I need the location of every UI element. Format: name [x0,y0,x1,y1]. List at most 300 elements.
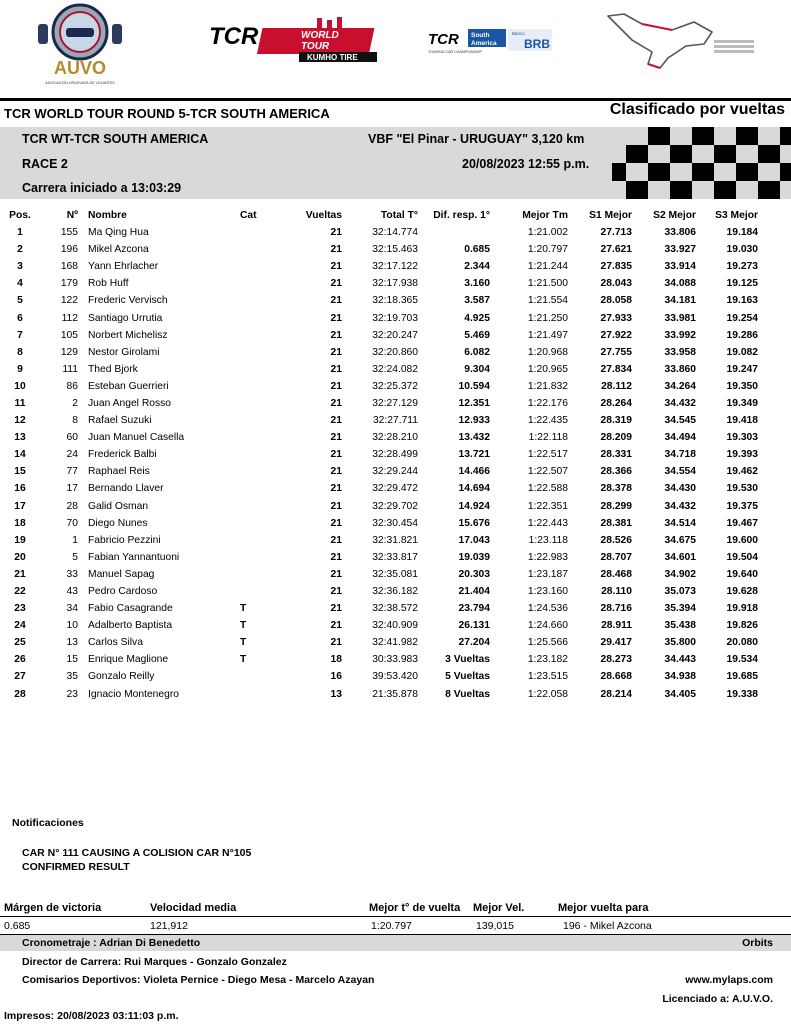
cell-gap: 6.082 [464,346,490,358]
cell-s3: 19.303 [726,432,758,444]
cell-name: Fabio Casagrande [88,603,173,615]
cell-cat [238,549,280,566]
col-header-gap: Dif. resp. 1° [433,210,490,221]
cell-total: 32:17.122 [372,261,418,273]
cell-laps: 21 [330,329,342,341]
licensed-to: Licenciado a: A.U.V.O. [662,993,773,1005]
cell-pos: 16 [14,483,26,495]
cell-s2: 35.438 [664,620,696,632]
cell-s1: 27.922 [600,329,632,341]
cell-pos: 25 [14,637,26,649]
cell-total: 32:33.817 [372,551,418,563]
tcr-world-tour-logo [205,16,385,64]
cell-name: Norbert Michelisz [88,329,168,341]
cell-name: Ma Qing Hua [88,227,149,239]
cell-cat: T [240,637,247,649]
table-row [0,327,760,344]
cell-total: 32:19.703 [372,312,418,324]
cell-laps: 21 [330,227,342,239]
cell-number: 70 [66,517,78,529]
cell-best-lap: 1:24.536 [527,603,568,615]
cell-s1: 29.417 [600,637,632,649]
cell-gap: 3 Vueltas [445,654,490,666]
cell-gap: 9.304 [464,363,490,375]
cell-best-lap: 1:22.983 [527,551,568,563]
table-row [0,651,760,668]
sort-title: Clasificado por vueltas [609,101,785,118]
america-logo-text: America [471,40,497,47]
cell-name: Mikel Azcona [88,244,149,256]
cell-pos: 2 [17,244,23,256]
cell-total: 32:31.821 [372,534,418,546]
table-row [0,446,760,463]
cell-number: 28 [66,500,78,512]
cell-name: Fabricio Pezzini [88,534,161,546]
cell-name: Thed Bjork [88,363,138,375]
tcr-logo-text: TCR [209,23,259,50]
notification-line: CONFIRMED RESULT [22,861,130,873]
cell-s3: 19.247 [726,363,758,375]
cell-gap: 3.160 [464,278,490,290]
table-row [0,309,760,326]
cell-pos: 24 [14,620,26,632]
cell-cat: T [240,603,247,615]
cell-s1: 28.214 [600,688,632,700]
cell-number: 8 [72,415,78,427]
cell-number: 1 [72,534,78,546]
cell-cat: T [240,620,247,632]
cell-gap: 10.594 [458,380,490,392]
cell-s3: 19.125 [726,278,758,290]
cell-s2: 34.181 [664,295,696,307]
cell-name: Juan Angel Rosso [88,397,172,409]
cell-s2: 33.992 [664,329,696,341]
cell-total: 21:35.878 [372,688,418,700]
cell-name: Rafael Suzuki [88,415,152,427]
cell-best-lap: 1:22.443 [527,517,568,529]
cell-cat [238,583,280,600]
website-link[interactable]: www.mylaps.com [685,974,773,986]
cell-s2: 34.554 [664,466,696,478]
cell-laps: 21 [330,415,342,427]
cell-name: Carlos Silva [88,637,143,649]
cell-laps: 21 [330,363,342,375]
cell-number: 34 [66,603,78,615]
cell-s2: 33.914 [664,261,696,273]
cell-best-lap: 1:23.182 [527,654,568,666]
cell-laps: 21 [330,466,342,478]
cell-s1: 28.911 [601,620,632,632]
cell-s2: 34.432 [664,397,696,409]
cell-cat [238,224,280,241]
cell-number: 155 [60,227,78,239]
cell-s1: 28.366 [600,466,632,478]
cell-laps: 21 [330,397,342,409]
cell-pos: 10 [14,380,26,392]
cell-laps: 21 [330,432,342,444]
cell-number: 15 [66,654,78,666]
auvo-logo-text: AUVO [53,58,107,78]
cell-total: 32:29.244 [372,466,418,478]
cell-s1: 28.716 [600,603,632,615]
cell-name: Pedro Cardoso [88,586,158,598]
cell-pos: 8 [17,346,23,358]
tcr-sa-logo-text: TCR [428,31,459,48]
cell-s3: 19.467 [726,517,758,529]
cell-s3: 19.163 [726,295,758,307]
cell-number: 111 [62,363,78,375]
cell-s2: 34.601 [664,551,696,563]
cell-pos: 1 [17,227,23,239]
cell-s2: 33.806 [664,227,696,239]
cell-number: 179 [60,278,78,290]
col-header-s1: S1 Mejor [589,210,632,221]
cell-gap: 14.694 [458,483,490,495]
table-row [0,668,760,685]
cell-name: Santiago Urrutia [88,312,163,324]
race-director: Director de Carrera: Rui Marques - Gonzalo Gonzalez [22,956,287,968]
cell-total: 32:38.572 [372,603,418,615]
cell-pos: 17 [14,500,26,512]
south-logo-text: South [471,32,490,39]
cell-s2: 35.073 [664,586,696,598]
cell-s2: 35.394 [664,603,696,615]
kumho-logo-text: KUMHO TIRE [307,53,358,62]
cell-laps: 21 [330,483,342,495]
cell-total: 32:41.982 [372,637,418,649]
cell-gap: 13.432 [458,432,490,444]
cell-s3: 19.286 [726,329,758,341]
col-header-s2: S2 Mejor [653,210,696,221]
cell-gap: 19.039 [458,551,490,563]
orbits-label: Orbits [742,937,773,949]
cell-gap: 4.925 [464,312,490,324]
table-row [0,344,760,361]
cell-laps: 21 [330,380,342,392]
cell-best-lap: 1:23.515 [527,671,568,683]
cell-name: Juan Manuel Casella [88,432,185,444]
col-header-s3: S3 Mejor [715,210,758,221]
cell-best-lap: 1:22.507 [527,466,568,478]
cell-best-lap: 1:21.554 [527,295,568,307]
cell-s1: 27.933 [600,312,632,324]
cell-total: 32:15.463 [372,244,418,256]
cell-s3: 19.530 [726,483,758,495]
cell-best-lap: 1:22.588 [527,483,568,495]
cell-cat [238,532,280,549]
cell-best-lap: 1:24.660 [527,620,568,632]
tour-logo-text: TOUR [301,41,330,52]
cell-total: 32:30.454 [372,517,418,529]
cell-s1: 28.668 [600,671,632,683]
cell-pos: 5 [17,295,23,307]
cell-number: 168 [60,261,78,273]
cell-laps: 21 [330,244,342,256]
cell-name: Esteban Guerrieri [88,380,169,392]
cell-total: 32:20.860 [372,346,418,358]
cell-best-lap: 1:25.566 [527,637,568,649]
col-header-laps: Vueltas [305,210,342,221]
cell-laps: 21 [330,551,342,563]
cell-name: Fabian Yannantuoni [88,551,180,563]
cell-pos: 19 [14,534,26,546]
cell-total: 32:18.365 [372,295,418,307]
cell-best-lap: 1:22.351 [527,500,568,512]
cell-total: 32:27.711 [372,415,418,427]
cell-s2: 34.264 [664,380,696,392]
col-header-best-lap: Mejor Tm [522,210,568,221]
cell-s2: 34.514 [664,517,696,529]
cell-s3: 19.082 [726,346,758,358]
cell-s3: 19.826 [726,620,758,632]
cell-number: 10 [66,620,78,632]
cell-cat [238,258,280,275]
cell-pos: 27 [14,671,26,683]
cell-total: 30:33.983 [372,654,418,666]
cell-s3: 19.600 [726,534,758,546]
race-name: RACE 2 [22,157,68,171]
table-row [0,566,760,583]
notification-line: CAR N° 111 CAUSING A COLISION CAR N°105 [22,847,252,859]
cell-pos: 11 [14,397,26,409]
cell-s1: 28.058 [600,295,632,307]
cell-best-lap: 1:22.435 [527,415,568,427]
cell-laps: 21 [330,620,342,632]
avg-speed-label: Velocidad media [150,902,237,914]
cell-laps: 21 [330,346,342,358]
cell-best-lap: 1:20.797 [527,244,568,256]
cell-s1: 28.273 [600,654,632,666]
cell-cat [238,361,280,378]
cell-s3: 19.184 [726,227,758,239]
cell-cat [238,327,280,344]
cell-total: 32:28.499 [372,449,418,461]
cell-s3: 19.273 [726,261,758,273]
table-row [0,275,760,292]
cell-cat [238,344,280,361]
cell-total: 32:25.372 [372,380,418,392]
cell-laps: 21 [330,500,342,512]
cell-s2: 33.958 [664,346,696,358]
cell-best-lap: 1:23.160 [527,586,568,598]
cell-s1: 28.264 [600,397,632,409]
cell-gap: 14.466 [458,466,490,478]
cell-gap: 0.685 [464,244,490,256]
cell-s2: 34.443 [664,654,696,666]
cell-pos: 23 [14,603,26,615]
table-row [0,429,760,446]
cell-s1: 28.468 [600,568,632,580]
cell-name: Yann Ehrlacher [88,261,159,273]
cell-pos: 14 [14,449,26,461]
cell-pos: 22 [14,586,26,598]
cell-s3: 19.640 [726,568,758,580]
table-row [0,378,760,395]
cell-laps: 21 [330,637,342,649]
cell-s3: 19.918 [726,603,758,615]
cell-number: 129 [60,346,78,358]
cell-number: 77 [66,466,78,478]
cell-laps: 21 [330,586,342,598]
race-start-time: Carrera iniciado a 13:03:29 [22,181,182,195]
cell-laps: 21 [330,312,342,324]
cell-s3: 20.080 [726,637,758,649]
cell-laps: 21 [330,261,342,273]
cell-total: 32:36.182 [372,586,418,598]
cell-number: 105 [60,329,78,341]
cell-name: Bernando Llaver [88,483,164,495]
cell-gap: 14.924 [458,500,490,512]
cell-laps: 21 [330,278,342,290]
table-row [0,686,760,703]
table-row [0,583,760,600]
cell-best-lap: 1:23.187 [527,568,568,580]
cell-laps: 18 [330,654,342,666]
margin-label: Márgen de victoria [4,902,102,914]
best-lap-label: Mejor t° de vuelta [369,902,461,914]
cell-gap: 5.469 [464,329,490,341]
cell-gap: 5 Vueltas [445,671,490,683]
cell-gap: 2.344 [464,261,490,273]
cell-pos: 6 [17,312,23,324]
auvo-logo-subtext: ASOCIACIÓN URUGUAYA DE VOLANTES [45,81,115,85]
cell-pos: 3 [17,261,23,273]
cell-gap: 21.404 [458,586,490,598]
cell-s1: 28.707 [600,551,632,563]
checkered-flag-icon [612,127,791,199]
cell-cat [238,463,280,480]
cell-total: 32:20.247 [372,329,418,341]
cell-best-lap: 1:21.002 [527,227,568,239]
cell-name: Frederic Vervisch [88,295,168,307]
cell-s1: 28.043 [600,278,632,290]
venue: VBF "El Pinar - URUGUAY" 3,120 km [368,132,585,146]
cell-number: 86 [66,380,78,392]
tcr-south-america-logo [428,26,556,56]
event-title: TCR WORLD TOUR ROUND 5-TCR SOUTH AMERICA [4,106,330,121]
cell-cat [238,446,280,463]
cell-pos: 12 [14,415,26,427]
cell-s2: 34.405 [664,688,696,700]
cell-cat [238,241,280,258]
notifications-title: Notificaciones [12,817,84,829]
cell-number: 5 [72,551,78,563]
cell-number: 17 [66,483,78,495]
cell-s2: 33.927 [664,244,696,256]
best-speed-label: Mejor Vel. [473,902,525,914]
table-row [0,258,760,275]
cell-s1: 28.381 [600,517,632,529]
stewards: Comisarios Deportivos: Violeta Pernice - Diego Mesa - Marcelo Azayan [22,974,375,986]
margin-value: 0.685 [4,920,31,932]
cell-pos: 28 [14,688,26,700]
cell-laps: 21 [330,517,342,529]
col-header-number: Nº [66,210,78,221]
cell-pos: 21 [14,568,26,580]
cell-number: 60 [66,432,78,444]
cell-s3: 19.393 [726,449,758,461]
cell-best-lap: 1:22.058 [527,688,568,700]
cell-gap: 12.351 [458,397,490,409]
cell-number: 23 [66,688,78,700]
cell-name: Frederick Balbi [88,449,157,461]
brb-logo-text: BRB [524,37,550,51]
cell-s3: 19.254 [726,312,758,324]
cell-name: Ignacio Montenegro [88,688,180,700]
table-row [0,224,760,241]
cell-gap: 26.131 [458,620,490,632]
cell-best-lap: 1:23.118 [528,534,568,546]
table-row [0,395,760,412]
table-row [0,600,760,617]
cell-gap: 23.794 [458,603,490,615]
table-row [0,532,760,549]
cell-best-lap: 1:21.244 [527,261,568,273]
summary-divider [0,916,791,917]
col-header-pos: Pos. [9,210,31,221]
cell-s3: 19.685 [726,671,758,683]
cell-number: 13 [66,637,78,649]
cell-number: 24 [66,449,78,461]
cell-number: 2 [72,397,78,409]
cell-pos: 26 [14,654,26,666]
cell-number: 196 [60,244,78,256]
cell-total: 32:24.082 [372,363,418,375]
timing-bar [0,935,791,951]
cell-number: 35 [66,671,78,683]
cell-cat: T [240,654,247,666]
best-lap-value: 1:20.797 [371,920,412,932]
timekeeper: Cronometraje : Adrian Di Benedetto [22,937,201,949]
cell-pos: 7 [17,329,23,341]
cell-cat [238,429,280,446]
cell-s1: 27.835 [600,261,632,273]
cell-gap: 8 Vueltas [445,688,490,700]
cell-total: 39:53.420 [372,671,418,683]
table-row [0,292,760,309]
cell-gap: 17.043 [458,534,490,546]
cell-pos: 13 [14,432,26,444]
cell-best-lap: 1:21.497 [527,329,568,341]
cell-cat [238,395,280,412]
table-row [0,634,760,651]
cell-best-lap: 1:21.832 [527,380,568,392]
cell-s2: 34.938 [664,671,696,683]
cell-s3: 19.338 [726,688,758,700]
cell-s1: 27.713 [600,227,632,239]
cell-laps: 13 [330,688,342,700]
cell-s1: 27.621 [600,244,632,256]
cell-best-lap: 1:21.500 [527,278,568,290]
cell-gap: 3.587 [464,295,490,307]
cell-gap: 12.933 [458,415,490,427]
cell-gap: 20.303 [458,568,490,580]
cell-best-lap: 1:21.250 [527,312,568,324]
cell-best-lap: 1:22.118 [528,432,568,444]
cell-s3: 19.030 [726,244,758,256]
cell-s1: 28.110 [601,586,632,598]
cell-s2: 34.545 [664,415,696,427]
cell-cat [238,480,280,497]
cell-total: 32:27.129 [372,397,418,409]
table-row [0,480,760,497]
cell-number: 43 [66,586,78,598]
table-row [0,463,760,480]
cell-s2: 33.981 [664,312,696,324]
cell-number: 112 [61,312,78,324]
cell-cat [238,566,280,583]
series-name: TCR WT-TCR SOUTH AMERICA [22,132,209,146]
